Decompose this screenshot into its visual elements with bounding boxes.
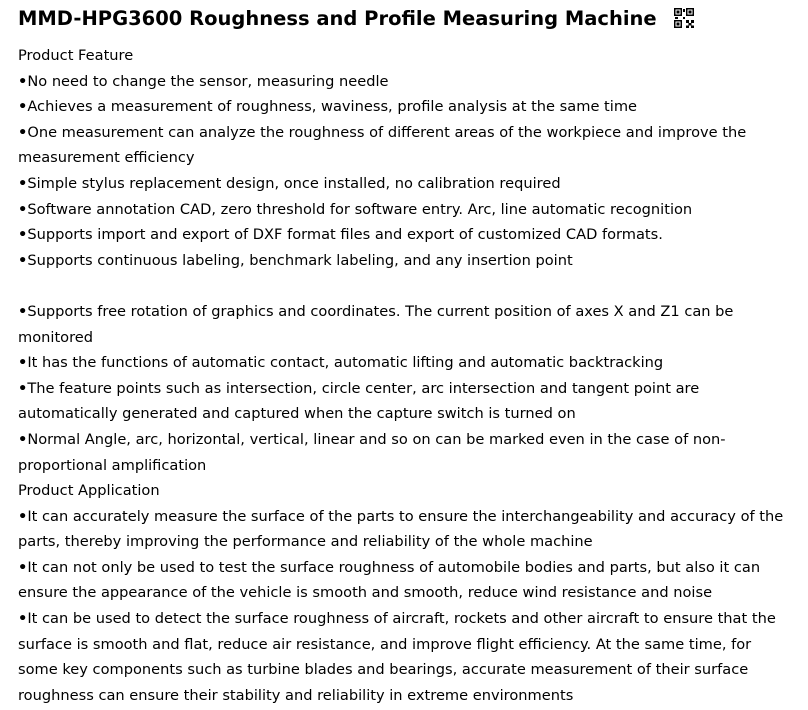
application-item: [18, 504, 790, 555]
application-item: [18, 606, 790, 708]
page-title: MMD-HPG3600 Roughness and Profile Measuring Machine: [18, 6, 657, 30]
bullet-icon: •: [18, 430, 28, 448]
feature-text: Software annotation CAD, zero threshold for software entry. Arc, line automatic recognition: [27, 200, 693, 218]
feature-text: Achieves a measurement of roughness, waviness, profile analysis at the same time: [27, 98, 638, 116]
application-text: It can be used to detect the surface roughness of aircraft, rockets and other aircraft to ensure that the surface is smooth and flat, reduce air resistance, and improve flight efficiency. At the same time, for some key components such as turbine blades and bearings, accurate measurement of their surface roughness can ensure their stability and reliability in extreme environments: [18, 610, 776, 704]
feature-text: Normal Angle, arc, horizontal, vertical, linear and so on can be marked even in the case of non-proportional amplification: [18, 430, 726, 474]
bullet-icon: •: [18, 379, 28, 397]
feature-item: [18, 94, 790, 120]
feature-text: Simple stylus replacement design, once installed, no calibration required: [27, 174, 561, 192]
feature-item: [18, 248, 790, 274]
feature-text: No need to change the sensor, measuring needle: [27, 72, 389, 90]
feature-item: [18, 171, 790, 197]
application-text: It can not only be used to test the surface roughness of automobile bodies and parts, but also it can ensure the appearance of the vehicle is smooth and smooth, reduce wind resistance and noise: [18, 558, 761, 602]
bullet-icon: •: [18, 610, 28, 628]
feature-item: [18, 69, 790, 95]
feature-item: [18, 197, 790, 223]
bullet-icon: •: [18, 98, 28, 116]
bullet-icon: •: [18, 354, 28, 372]
feature-text: The feature points such as intersection, circle center, arc intersection and tangent point are automatically generated and captured when the capture switch is turned on: [18, 379, 700, 423]
application-item: [18, 555, 790, 606]
bullet-icon: •: [18, 174, 28, 192]
bullet-icon: •: [18, 558, 28, 576]
product-description: [18, 43, 790, 708]
bullet-icon: •: [18, 123, 28, 141]
bullet-icon: •: [18, 226, 28, 244]
feature-heading: Product Feature: [18, 47, 134, 64]
feature-item: [18, 299, 790, 350]
application-heading: Product Application: [18, 482, 160, 500]
feature-text: It has the functions of automatic contact, automatic lifting and automatic backtracking: [27, 354, 664, 372]
bullet-icon: •: [18, 507, 28, 525]
feature-text: One measurement can analyze the roughness of different areas of the workpiece and improve the measurement efficiency: [18, 123, 747, 167]
qr-code-icon[interactable]: [673, 7, 695, 29]
blank-line: [18, 273, 790, 299]
feature-text: Supports import and export of DXF format files and export of customized CAD formats.: [27, 226, 663, 244]
bullet-icon: •: [18, 302, 28, 320]
feature-text: Supports continuous labeling, benchmark labeling, and any insertion point: [27, 251, 573, 269]
bullet-icon: •: [18, 72, 28, 90]
bullet-icon: •: [18, 200, 28, 218]
feature-item: [18, 376, 790, 427]
bullet-icon: •: [18, 251, 28, 269]
feature-text: Supports free rotation of graphics and coordinates. The current position of axes X and Z1 can be monitored: [18, 302, 734, 346]
feature-item: [18, 427, 790, 478]
feature-item: [18, 120, 790, 171]
feature-item: [18, 350, 790, 376]
application-text: It can accurately measure the surface of the parts to ensure the interchangeability and accuracy of the parts, thereby improving the performance and reliability of the whole machine: [18, 507, 784, 551]
title-row: [18, 5, 695, 31]
feature-item: [18, 222, 790, 248]
